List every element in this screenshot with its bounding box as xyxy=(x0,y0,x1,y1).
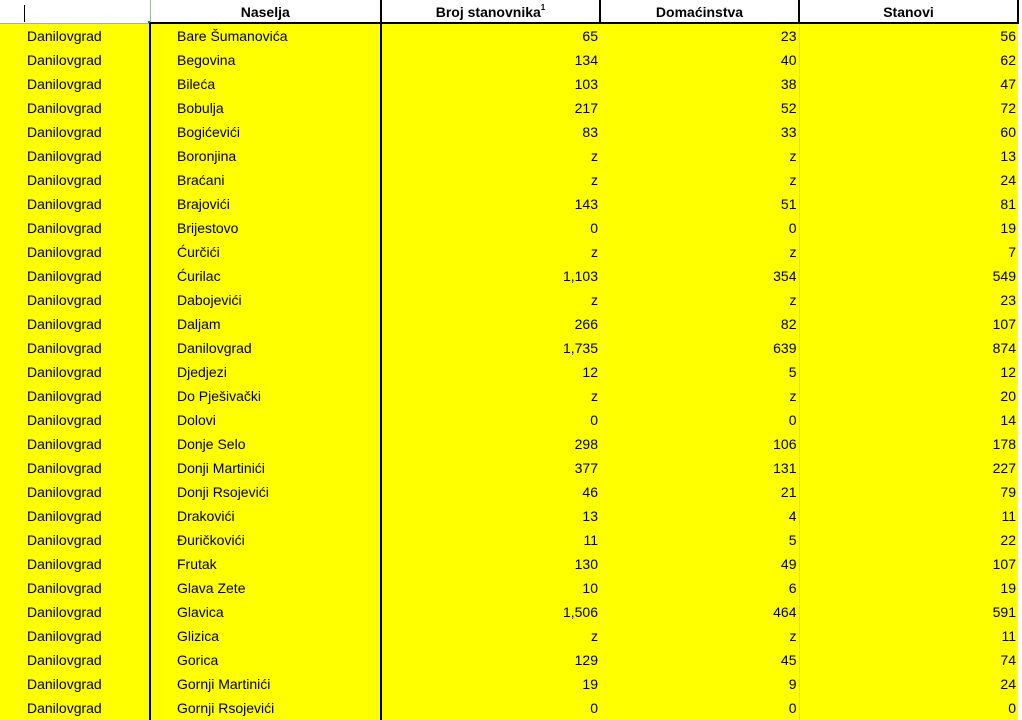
header-naselja[interactable]: Naselja xyxy=(150,0,381,23)
cell-domacinstva[interactable]: 4 xyxy=(600,504,799,528)
cell-broj-stanovnika[interactable]: 217 xyxy=(381,96,600,120)
cell-broj-stanovnika[interactable]: 1,103 xyxy=(381,264,600,288)
cell-naselje[interactable]: Dolovi xyxy=(150,408,381,432)
cell-stanovi[interactable]: 0 xyxy=(799,696,1018,720)
table-row xyxy=(0,672,1018,696)
table-row xyxy=(0,72,1018,96)
cell-broj-stanovnika[interactable]: 298 xyxy=(381,432,600,456)
cell-naselje[interactable]: Dabojevići xyxy=(150,288,381,312)
table-row xyxy=(0,528,1018,552)
table-row xyxy=(0,696,1018,720)
cell-stanovi[interactable]: 56 xyxy=(799,23,1018,48)
cell-opstina[interactable]: Danilovgrad xyxy=(0,168,150,192)
cell-naselje[interactable]: Glavica xyxy=(150,600,381,624)
cell-domacinstva[interactable]: 23 xyxy=(600,23,799,48)
cell-naselje[interactable]: Bobulja xyxy=(150,96,381,120)
cell-naselje[interactable]: Do Pješivački xyxy=(150,384,381,408)
cell-stanovi[interactable]: 11 xyxy=(799,624,1018,648)
cell-naselje[interactable]: Brajovići xyxy=(150,192,381,216)
cell-stanovi[interactable]: 60 xyxy=(799,120,1018,144)
cell-stanovi[interactable]: 19 xyxy=(799,576,1018,600)
footnote-marker: 1 xyxy=(540,3,546,12)
cell-naselje[interactable]: Donji Rsojevići xyxy=(150,480,381,504)
cell-stanovi[interactable]: 7 xyxy=(799,240,1018,264)
cell-broj-stanovnika[interactable]: 143 xyxy=(381,192,600,216)
cell-opstina[interactable]: Danilovgrad xyxy=(0,504,150,528)
cell-broj-stanovnika[interactable]: 10 xyxy=(381,576,600,600)
cell-broj-stanovnika[interactable]: 377 xyxy=(381,456,600,480)
cell-opstina[interactable]: Danilovgrad xyxy=(0,576,150,600)
cell-domacinstva[interactable]: 0 xyxy=(600,216,799,240)
cell-stanovi[interactable]: 24 xyxy=(799,672,1018,696)
table-row xyxy=(0,192,1018,216)
cell-naselje[interactable]: Boronjina xyxy=(150,144,381,168)
cell-opstina[interactable]: Danilovgrad xyxy=(0,528,150,552)
cell-opstina[interactable]: Danilovgrad xyxy=(0,23,150,48)
table-row xyxy=(0,23,1018,48)
header-stanovi[interactable]: Stanovi xyxy=(799,0,1018,23)
text-cursor xyxy=(24,5,25,22)
cell-broj-stanovnika[interactable]: 0 xyxy=(381,408,600,432)
table-row xyxy=(0,96,1018,120)
cell-opstina[interactable]: Danilovgrad xyxy=(0,384,150,408)
cell-naselje[interactable]: Drakovići xyxy=(150,504,381,528)
table-row xyxy=(0,264,1018,288)
cell-opstina[interactable]: Danilovgrad xyxy=(0,72,150,96)
cell-opstina[interactable]: Danilovgrad xyxy=(0,480,150,504)
cell-naselje[interactable]: Braćani xyxy=(150,168,381,192)
cell-opstina[interactable]: Danilovgrad xyxy=(0,312,150,336)
cell-broj-stanovnika[interactable]: z xyxy=(381,384,600,408)
cell-stanovi[interactable]: 72 xyxy=(799,96,1018,120)
header-row xyxy=(0,0,1018,23)
cell-broj-stanovnika[interactable]: 103 xyxy=(381,72,600,96)
cell-naselje[interactable]: Donji Martinići xyxy=(150,456,381,480)
cell-stanovi[interactable]: 12 xyxy=(799,360,1018,384)
header-cell-opstina-active[interactable] xyxy=(0,0,150,23)
cell-opstina[interactable]: Danilovgrad xyxy=(0,216,150,240)
cell-stanovi[interactable]: 549 xyxy=(799,264,1018,288)
table-row xyxy=(0,552,1018,576)
table-row xyxy=(0,600,1018,624)
cell-broj-stanovnika[interactable]: z xyxy=(381,288,600,312)
cell-domacinstva[interactable]: z xyxy=(600,168,799,192)
cell-domacinstva[interactable]: 0 xyxy=(600,408,799,432)
cell-domacinstva[interactable]: 354 xyxy=(600,264,799,288)
cell-domacinstva[interactable]: 38 xyxy=(600,72,799,96)
cell-domacinstva[interactable]: 6 xyxy=(600,576,799,600)
cell-broj-stanovnika[interactable]: 46 xyxy=(381,480,600,504)
cell-domacinstva[interactable]: 9 xyxy=(600,672,799,696)
cell-domacinstva[interactable]: 40 xyxy=(600,48,799,72)
cell-opstina[interactable]: Danilovgrad xyxy=(0,624,150,648)
cell-naselje[interactable]: Donje Selo xyxy=(150,432,381,456)
header-broj-stanovnika[interactable] xyxy=(381,0,600,23)
cell-naselje[interactable]: Ćurčići xyxy=(150,240,381,264)
cell-domacinstva[interactable]: 49 xyxy=(600,552,799,576)
cell-domacinstva[interactable]: z xyxy=(600,144,799,168)
table-row xyxy=(0,384,1018,408)
cell-broj-stanovnika[interactable]: 13 xyxy=(381,504,600,528)
cell-opstina[interactable]: Danilovgrad xyxy=(0,672,150,696)
cell-opstina[interactable]: Danilovgrad xyxy=(0,120,150,144)
cell-stanovi[interactable]: 13 xyxy=(799,144,1018,168)
cell-broj-stanovnika[interactable]: 11 xyxy=(381,528,600,552)
cell-opstina[interactable]: Danilovgrad xyxy=(0,336,150,360)
cell-stanovi[interactable]: 178 xyxy=(799,432,1018,456)
cell-broj-stanovnika[interactable]: z xyxy=(381,144,600,168)
cell-opstina[interactable]: Danilovgrad xyxy=(0,240,150,264)
table-row xyxy=(0,48,1018,72)
table-row xyxy=(0,312,1018,336)
cell-domacinstva[interactable]: 51 xyxy=(600,192,799,216)
table-row xyxy=(0,144,1018,168)
cell-naselje[interactable]: Begovina xyxy=(150,48,381,72)
cell-broj-stanovnika[interactable]: z xyxy=(381,240,600,264)
cell-broj-stanovnika[interactable]: 65 xyxy=(381,23,600,48)
cell-naselje[interactable]: Bileća xyxy=(150,72,381,96)
cell-naselje[interactable]: Đuričkovići xyxy=(150,528,381,552)
cell-broj-stanovnika[interactable]: z xyxy=(381,168,600,192)
cell-domacinstva[interactable]: 33 xyxy=(600,120,799,144)
cell-broj-stanovnika[interactable]: 19 xyxy=(381,672,600,696)
cell-broj-stanovnika[interactable]: 83 xyxy=(381,120,600,144)
header-broj-label: Broj stanovnika xyxy=(435,4,541,20)
cell-broj-stanovnika[interactable]: 0 xyxy=(381,696,600,720)
cell-stanovi[interactable]: 591 xyxy=(799,600,1018,624)
table-row xyxy=(0,240,1018,264)
cell-domacinstva[interactable]: 639 xyxy=(600,336,799,360)
table-row xyxy=(0,480,1018,504)
cell-opstina[interactable]: Danilovgrad xyxy=(0,96,150,120)
cell-domacinstva[interactable]: 21 xyxy=(600,480,799,504)
cell-stanovi[interactable]: 47 xyxy=(799,72,1018,96)
cell-broj-stanovnika[interactable]: 130 xyxy=(381,552,600,576)
cell-stanovi[interactable]: 74 xyxy=(799,648,1018,672)
cell-domacinstva[interactable]: 464 xyxy=(600,600,799,624)
cell-domacinstva[interactable]: 52 xyxy=(600,96,799,120)
cell-stanovi[interactable]: 11 xyxy=(799,504,1018,528)
cell-opstina[interactable]: Danilovgrad xyxy=(0,600,150,624)
cell-broj-stanovnika[interactable]: 1,506 xyxy=(381,600,600,624)
cell-stanovi[interactable]: 22 xyxy=(799,528,1018,552)
cell-naselje[interactable]: Gornji Rsojevići xyxy=(150,696,381,720)
cell-stanovi[interactable]: 62 xyxy=(799,48,1018,72)
table-row xyxy=(0,576,1018,600)
table-row xyxy=(0,624,1018,648)
cell-opstina[interactable]: Danilovgrad xyxy=(0,360,150,384)
cell-broj-stanovnika[interactable]: 266 xyxy=(381,312,600,336)
cell-naselje[interactable]: Glizica xyxy=(150,624,381,648)
cell-stanovi[interactable]: 107 xyxy=(799,552,1018,576)
cell-stanovi[interactable]: 19 xyxy=(799,216,1018,240)
table-row xyxy=(0,360,1018,384)
cell-domacinstva[interactable]: 106 xyxy=(600,432,799,456)
cell-stanovi[interactable]: 20 xyxy=(799,384,1018,408)
cell-naselje[interactable]: Daljam xyxy=(150,312,381,336)
cell-opstina[interactable]: Danilovgrad xyxy=(0,264,150,288)
cell-domacinstva[interactable]: 131 xyxy=(600,456,799,480)
cell-stanovi[interactable]: 81 xyxy=(799,192,1018,216)
cell-naselje[interactable]: Gornji Martinići xyxy=(150,672,381,696)
cell-opstina[interactable]: Danilovgrad xyxy=(0,144,150,168)
cell-broj-stanovnika[interactable]: 129 xyxy=(381,648,600,672)
table-row xyxy=(0,288,1018,312)
header-domacinstva[interactable]: Domaćinstva xyxy=(600,0,799,23)
table-body xyxy=(0,23,1018,720)
cell-naselje[interactable]: Ćurilac xyxy=(150,264,381,288)
cell-domacinstva[interactable]: z xyxy=(600,384,799,408)
cell-domacinstva[interactable]: z xyxy=(600,240,799,264)
cell-naselje[interactable]: Glava Zete xyxy=(150,576,381,600)
cell-opstina[interactable]: Danilovgrad xyxy=(0,192,150,216)
cell-domacinstva[interactable]: 5 xyxy=(600,360,799,384)
cell-broj-stanovnika[interactable]: z xyxy=(381,624,600,648)
table-row xyxy=(0,456,1018,480)
cell-broj-stanovnika[interactable]: 0 xyxy=(381,216,600,240)
cell-naselje[interactable]: Gorica xyxy=(150,648,381,672)
cell-naselje[interactable]: Bare Šumanovića xyxy=(150,23,381,48)
table-row xyxy=(0,336,1018,360)
cell-stanovi[interactable]: 23 xyxy=(799,288,1018,312)
table-row xyxy=(0,120,1018,144)
cell-domacinstva[interactable]: 82 xyxy=(600,312,799,336)
table-row xyxy=(0,432,1018,456)
cell-opstina[interactable]: Danilovgrad xyxy=(0,288,150,312)
table-row xyxy=(0,648,1018,672)
cell-naselje[interactable]: Bogićevići xyxy=(150,120,381,144)
cell-broj-stanovnika[interactable]: 1,735 xyxy=(381,336,600,360)
cell-opstina[interactable]: Danilovgrad xyxy=(0,552,150,576)
cell-naselje[interactable]: Frutak xyxy=(150,552,381,576)
cell-broj-stanovnika[interactable]: 134 xyxy=(381,48,600,72)
table-row xyxy=(0,408,1018,432)
cell-naselje[interactable]: Danilovgrad xyxy=(150,336,381,360)
cell-opstina[interactable]: Danilovgrad xyxy=(0,456,150,480)
cell-opstina[interactable]: Danilovgrad xyxy=(0,408,150,432)
cell-stanovi[interactable]: 107 xyxy=(799,312,1018,336)
cell-domacinstva[interactable]: 5 xyxy=(600,528,799,552)
cell-domacinstva[interactable]: 45 xyxy=(600,648,799,672)
cell-opstina[interactable]: Danilovgrad xyxy=(0,648,150,672)
cell-domacinstva[interactable]: z xyxy=(600,288,799,312)
cell-stanovi[interactable]: 14 xyxy=(799,408,1018,432)
cell-naselje[interactable]: Brijestovo xyxy=(150,216,381,240)
cell-domacinstva[interactable]: z xyxy=(600,624,799,648)
table-row xyxy=(0,504,1018,528)
cell-stanovi[interactable]: 24 xyxy=(799,168,1018,192)
cell-opstina[interactable]: Danilovgrad xyxy=(0,432,150,456)
fill-handle[interactable] xyxy=(148,21,151,24)
cell-opstina[interactable]: Danilovgrad xyxy=(0,696,150,720)
cell-stanovi[interactable]: 79 xyxy=(799,480,1018,504)
table-row xyxy=(0,168,1018,192)
cell-domacinstva[interactable]: 0 xyxy=(600,696,799,720)
cell-naselje[interactable]: Djedjezi xyxy=(150,360,381,384)
cell-stanovi[interactable]: 874 xyxy=(799,336,1018,360)
cell-stanovi[interactable]: 227 xyxy=(799,456,1018,480)
cell-opstina[interactable]: Danilovgrad xyxy=(0,48,150,72)
cell-broj-stanovnika[interactable]: 12 xyxy=(381,360,600,384)
table-row xyxy=(0,216,1018,240)
